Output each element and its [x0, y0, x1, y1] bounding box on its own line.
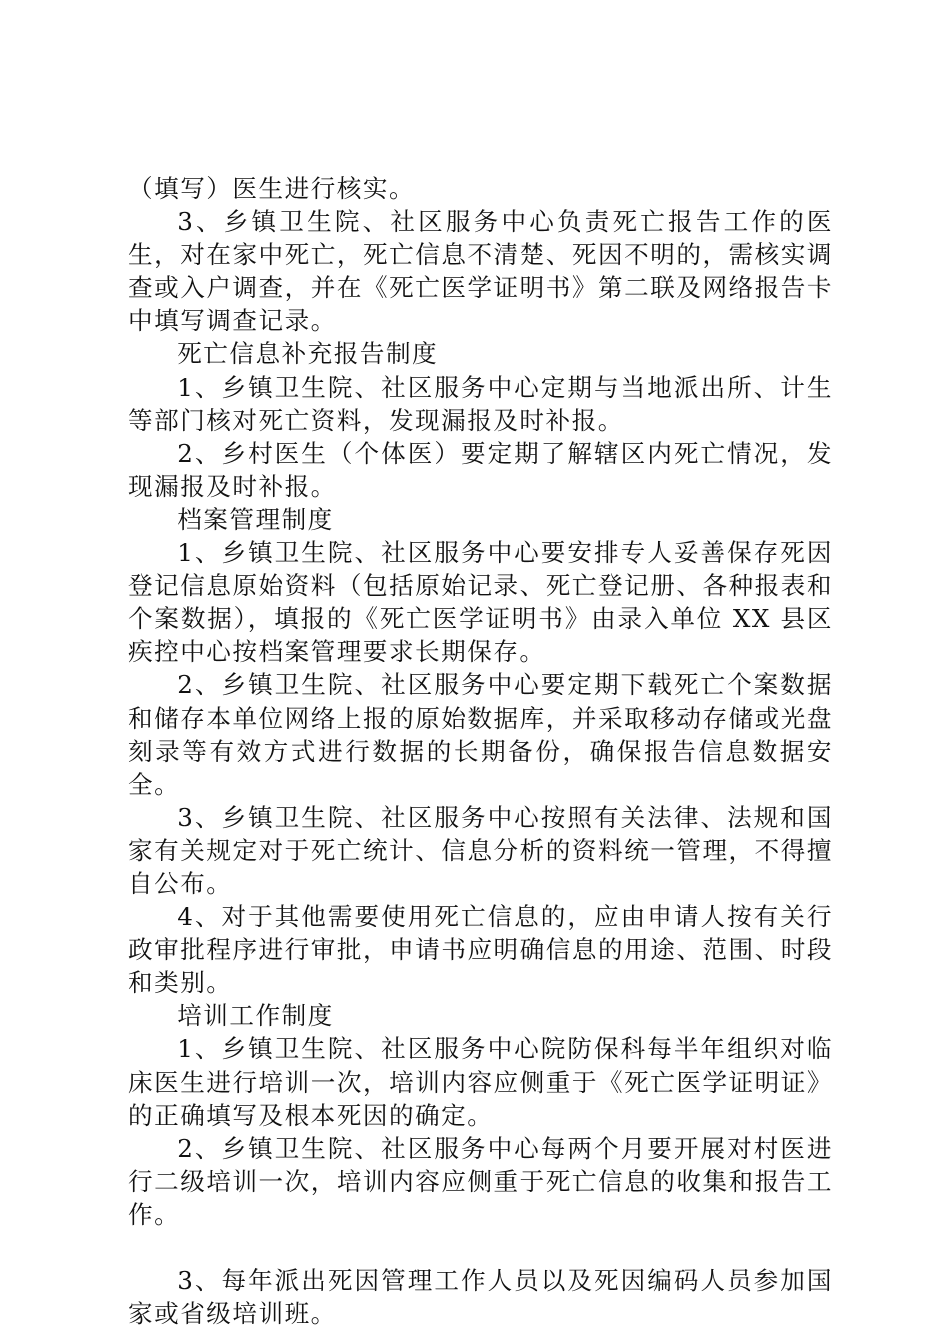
section-heading-archive-management: 档案管理制度 [177, 504, 334, 534]
paragraph-item: 3、乡镇卫生院、社区服务中心按照有关法律、法规和国家有关规定对于死亡统计、信息分析的资料统一管理，不得擅自公布。 [128, 802, 833, 898]
paragraph-continuation: （填写）医生进行核实。 [128, 174, 416, 203]
document-page [128, 172, 833, 1330]
paragraph-item: 3、每年派出死因管理工作人员以及死因编码人员参加国家或省级培训班。 [128, 1266, 833, 1329]
paragraph-item: 2、乡村医生（个体医）要定期了解辖区内死亡情况，发现漏报及时补报。 [128, 438, 833, 501]
paragraph-item: 4、对于其他需要使用死亡信息的，应由申请人按有关行政审批程序进行审批，申请书应明确信息的用途、范围、时段和类别。 [128, 902, 833, 998]
paragraph-item: 2、乡镇卫生院、社区服务中心要定期下载死亡个案数据和储存本单位网络上报的原始数据库，并采取移动存储或光盘刻录等有效方式进行数据的长期备份，确保报告信息数据安全。 [128, 670, 833, 799]
paragraph-item: 1、乡镇卫生院、社区服务中心定期与当地派出所、计生等部门核对死亡资料，发现漏报及时补报。 [128, 372, 833, 435]
section-heading-training: 培训工作制度 [177, 1001, 334, 1031]
paragraph-item: 2、乡镇卫生院、社区服务中心每两个月要开展对村医进行二级培训一次，培训内容应侧重于死亡信息的收集和报告工作。 [128, 1133, 833, 1229]
paragraph-item: 3、乡镇卫生院、社区服务中心负责死亡报告工作的医生，对在家中死亡，死亡信息不清楚、死因不明的，需核实调查或入户调查，并在《死亡医学证明书》第二联及网络报告卡中填写调查记录。 [128, 207, 833, 336]
paragraph-item: 1、乡镇卫生院、社区服务中心院防保科每半年组织对临床医生进行培训一次，培训内容应侧重于《死亡医学证明证》的正确填写及根本死因的确定。 [128, 1034, 833, 1130]
section-heading-supplement-report: 死亡信息补充报告制度 [177, 339, 439, 369]
paragraph-item: 1、乡镇卫生院、社区服务中心要安排专人妥善保存死因登记信息原始资料（包括原始记录、死亡登记册、各种报表和个案数据），填报的《死亡医学证明书》由录入单位 XX 县区疾控中心按档案管理要求长期保存。 [128, 538, 833, 667]
blank-line [128, 1231, 833, 1264]
